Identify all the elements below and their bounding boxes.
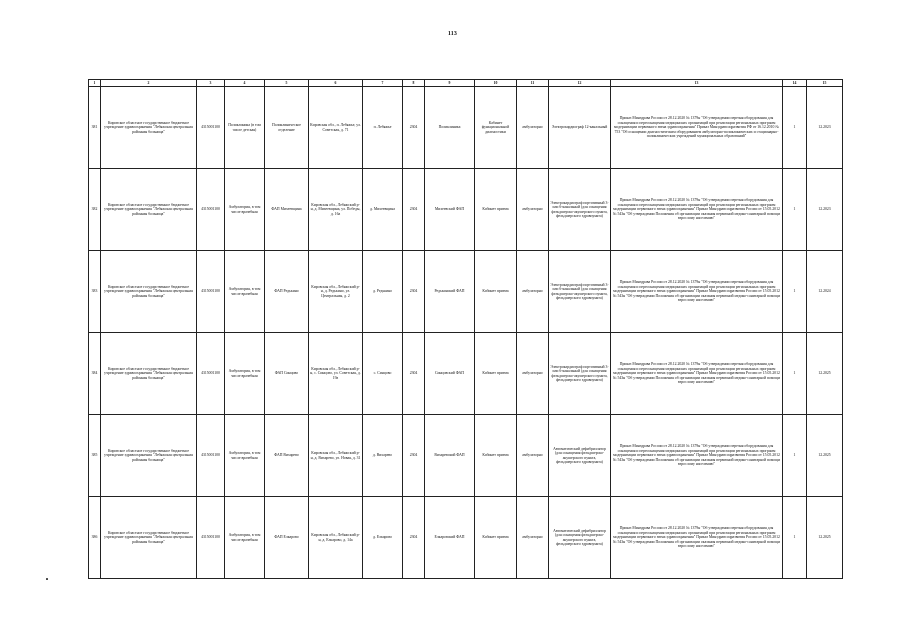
cell-care-condition: амбулаторно xyxy=(517,251,549,333)
column-header: 12 xyxy=(549,80,611,87)
cell-equipment-name: Электрокардиограф портативный 3- или 6-канальный (для оснащения фельдшерско-акушерского пункта, фельдшерского здравпункта) xyxy=(549,333,611,415)
column-header: 6 xyxy=(309,80,363,87)
cell-department-type: Поликлиника (в том числе детская) xyxy=(225,87,265,169)
column-header: 15 xyxy=(807,80,843,87)
cell-institution-name: Кировское областное государственное бюджетное учреждение здравоохранения "Лебяжская центральная районная больница" xyxy=(101,333,197,415)
cell-unit-name: Вихаревский ФАП xyxy=(425,415,475,497)
cell-settlement: д. Вихарево xyxy=(363,415,403,497)
cell-code: 2304 xyxy=(403,251,425,333)
cell-deadline: 12.2025 xyxy=(807,333,843,415)
cell-care-condition: амбулаторно xyxy=(517,415,549,497)
cell-settlement: д. Редькино xyxy=(363,251,403,333)
cell-row-number: 385 xyxy=(89,415,101,497)
cell-room: Кабинет функциональной диагностики xyxy=(475,87,517,169)
cell-settlement: с. Синцово xyxy=(363,333,403,415)
cell-address: Кировская обл., п. Лебяжье, ул. Советская, д. 71 xyxy=(309,87,363,169)
cell-code: 2304 xyxy=(403,333,425,415)
cell-legal-basis: Приказ Минздрава России от 28.12.2020 № 1379н "Об утверждении перечня оборудования для оснащения и переоснащения медицинских организаций при реализации региональных программ модернизации первичного звена здравоохранения" Приказ Минздравсоцразвития России от 15.05.2012 № 543н "Об утверждении Положения об организации оказания первичной медико-санитарной помощи взрослому населению" xyxy=(611,169,783,251)
scan-speck xyxy=(46,578,48,580)
column-header: 11 xyxy=(517,80,549,87)
equipment-table xyxy=(88,79,843,579)
cell-department-type: Амбулатория, в том числе врачебная xyxy=(225,169,265,251)
cell-unit-name: Редькинский ФАП xyxy=(425,251,475,333)
cell-department-type: Амбулатория, в том числе врачебная xyxy=(225,333,265,415)
table-row xyxy=(89,415,843,497)
cell-subdivision: ФАП Вихарево xyxy=(265,415,309,497)
cell-address: Кировская обл., Лебяжский р-н, д. Редькино, ул. Центральная, д. 2 xyxy=(309,251,363,333)
table-row xyxy=(89,333,843,415)
cell-code: 2304 xyxy=(403,415,425,497)
cell-quantity: 1 xyxy=(783,415,807,497)
column-header: 4 xyxy=(225,80,265,87)
column-header: 10 xyxy=(475,80,517,87)
table-row xyxy=(89,169,843,251)
column-header: 14 xyxy=(783,80,807,87)
cell-subdivision: ФАП Редькино xyxy=(265,251,309,333)
cell-address: Кировская обл., Лебяжский р-н, д. Елкарово, д. 14а xyxy=(309,497,363,579)
cell-inn-code: 4315001100 xyxy=(197,415,225,497)
cell-deadline: 12.2023 xyxy=(807,87,843,169)
cell-legal-basis: Приказ Минздрава России от 28.12.2020 № 1379н "Об утверждении перечня оборудования для оснащения и переоснащения медицинских организаций при реализации региональных программ модернизации первичного звена здравоохранения" Приказ Минздравсоцразвития России от 15.05.2012 № 543н "Об утверждении Положения об организации оказания первичной медико-санитарной помощи взрослому населению" xyxy=(611,415,783,497)
column-header: 2 xyxy=(101,80,197,87)
cell-inn-code: 4315001100 xyxy=(197,333,225,415)
cell-row-number: 384 xyxy=(89,333,101,415)
page-number: 113 xyxy=(447,31,458,37)
cell-subdivision: ФАП Синцово xyxy=(265,333,309,415)
cell-care-condition: амбулаторно xyxy=(517,333,549,415)
cell-row-number: 381 xyxy=(89,87,101,169)
cell-deadline: 12.2024 xyxy=(807,251,843,333)
cell-equipment-name: Электрокардиограф портативный 3- или 6-канальный (для оснащения фельдшерско-акушерского пункта, фельдшерского здравпункта) xyxy=(549,169,611,251)
column-header: 1 xyxy=(89,80,101,87)
cell-inn-code: 4315001100 xyxy=(197,251,225,333)
cell-equipment-name: Автоматический дефибриллятор (для оснащения фельдшерско-акушерского пункта, фельдшерского здравпункта) xyxy=(549,497,611,579)
cell-subdivision: Поликлиническое отделение xyxy=(265,87,309,169)
cell-deadline: 12.2025 xyxy=(807,497,843,579)
cell-code: 2304 xyxy=(403,87,425,169)
cell-institution-name: Кировское областное государственное бюджетное учреждение здравоохранения "Лебяжская центральная районная больница" xyxy=(101,415,197,497)
table-row xyxy=(89,251,843,333)
cell-equipment-name: Автоматический дефибриллятор (для оснащения фельдшерско-акушерского пункта, фельдшерского здравпункта) xyxy=(549,415,611,497)
cell-care-condition: амбулаторно xyxy=(517,169,549,251)
cell-inn-code: 4315001100 xyxy=(197,497,225,579)
cell-quantity: 1 xyxy=(783,497,807,579)
cell-inn-code: 4315001100 xyxy=(197,87,225,169)
cell-unit-name: Михеевский ФАП xyxy=(425,169,475,251)
cell-equipment-name: Электрокардиограф портативный 3- или 6-канальный (для оснащения фельдшерско-акушерского пункта, фельдшерского здравпункта) xyxy=(549,251,611,333)
column-header: 8 xyxy=(403,80,425,87)
cell-settlement: д. Елкарово xyxy=(363,497,403,579)
cell-deadline: 12.2023 xyxy=(807,169,843,251)
column-header: 5 xyxy=(265,80,309,87)
cell-address: Кировская обл., Лебяжский р-н, д. Вихарево, ул. Новая, д. 31 xyxy=(309,415,363,497)
column-header: 3 xyxy=(197,80,225,87)
cell-quantity: 1 xyxy=(783,333,807,415)
cell-row-number: 383 xyxy=(89,251,101,333)
table-row xyxy=(89,87,843,169)
column-header: 9 xyxy=(425,80,475,87)
cell-institution-name: Кировское областное государственное бюджетное учреждение здравоохранения "Лебяжская центральная районная больница" xyxy=(101,251,197,333)
cell-room: Кабинет приема xyxy=(475,497,517,579)
cell-institution-name: Кировское областное государственное бюджетное учреждение здравоохранения "Лебяжская центральная районная больница" xyxy=(101,497,197,579)
cell-legal-basis: Приказ Минздрава России от 28.12.2020 № 1379н "Об утверждении перечня оборудования для оснащения и переоснащения медицинских организаций при реализации региональных программ модернизации первичного звена здравоохранения" Приказ Минздравсоцразвития России от 15.05.2012 № 543н "Об утверждении Положения об организации оказания первичной медико-санитарной помощи взрослому населению" xyxy=(611,497,783,579)
cell-institution-name: Кировское областное государственное бюджетное учреждение здравоохранения "Лебяжская центральная районная больница" xyxy=(101,169,197,251)
cell-room: Кабинет приема xyxy=(475,333,517,415)
column-header: 7 xyxy=(363,80,403,87)
table-row xyxy=(89,497,843,579)
cell-quantity: 1 xyxy=(783,169,807,251)
cell-row-number: 382 xyxy=(89,169,101,251)
cell-deadline: 12.2025 xyxy=(807,415,843,497)
cell-unit-name: Поликлиника xyxy=(425,87,475,169)
cell-unit-name: Синцовский ФАП xyxy=(425,333,475,415)
cell-room: Кабинет приема xyxy=(475,169,517,251)
cell-unit-name: Елкаровский ФАП xyxy=(425,497,475,579)
cell-quantity: 1 xyxy=(783,87,807,169)
cell-code: 2304 xyxy=(403,169,425,251)
cell-address: Кировская обл., Лебяжский р-н, д. Михеевщина, ул. Победы, д. 16а xyxy=(309,169,363,251)
cell-legal-basis: Приказ Минздрава России от 28.12.2020 № 1379н "Об утверждении перечня оборудования для оснащения и переоснащения медицинских организаций при реализации региональных программ модернизации первичного звена здравоохранения" Приказ Минздравсоцразвития России от 15.05.2012 № 543н "Об утверждении Положения об организации оказания первичной медико-санитарной помощи взрослому населению" xyxy=(611,333,783,415)
cell-care-condition: амбулаторно xyxy=(517,497,549,579)
cell-department-type: Амбулатория, в том числе врачебная xyxy=(225,415,265,497)
cell-quantity: 1 xyxy=(783,251,807,333)
cell-legal-basis: Приказ Минздрава России от 28.12.2020 № 1379н "Об утверждении перечня оборудования для оснащения и переоснащения медицинских организаций при реализации региональных программ модернизации первичного звена здравоохранения" Приказ Минздравсоцразвития РФ от 16.12.2010 № 753 "Об оснащении диагностическим оборудованием амбулаторно-поликлинических и стационарно-поликлинических учреждений муниципальных образований" xyxy=(611,87,783,169)
cell-inn-code: 4315001100 xyxy=(197,169,225,251)
cell-equipment-name: Электрокардиограф 12-канальный xyxy=(549,87,611,169)
cell-room: Кабинет приема xyxy=(475,251,517,333)
cell-address: Кировская обл., Лебяжский р-н, с. Синцово, ул. Советская, д. 19а xyxy=(309,333,363,415)
column-header: 13 xyxy=(611,80,783,87)
table-body xyxy=(89,87,843,579)
cell-institution-name: Кировское областное государственное бюджетное учреждение здравоохранения "Лебяжская центральная районная больница" xyxy=(101,87,197,169)
cell-subdivision: ФАП Елкарово xyxy=(265,497,309,579)
cell-settlement: п. Лебяжье xyxy=(363,87,403,169)
cell-subdivision: ФАП Михеевщина xyxy=(265,169,309,251)
cell-code: 2304 xyxy=(403,497,425,579)
cell-care-condition: амбулаторно xyxy=(517,87,549,169)
cell-settlement: д. Михеевщина xyxy=(363,169,403,251)
header-row xyxy=(89,80,843,87)
cell-legal-basis: Приказ Минздрава России от 28.12.2020 № 1379н "Об утверждении перечня оборудования для оснащения и переоснащения медицинских организаций при реализации региональных программ модернизации первичного звена здравоохранения" Приказ Минздравсоцразвития России от 15.05.2012 № 543н "Об утверждении Положения об организации оказания первичной медико-санитарной помощи взрослому населению" xyxy=(611,251,783,333)
cell-department-type: Амбулатория, в том числе врачебная xyxy=(225,497,265,579)
cell-row-number: 386 xyxy=(89,497,101,579)
cell-department-type: Амбулатория, в том числе врачебная xyxy=(225,251,265,333)
cell-room: Кабинет приема xyxy=(475,415,517,497)
